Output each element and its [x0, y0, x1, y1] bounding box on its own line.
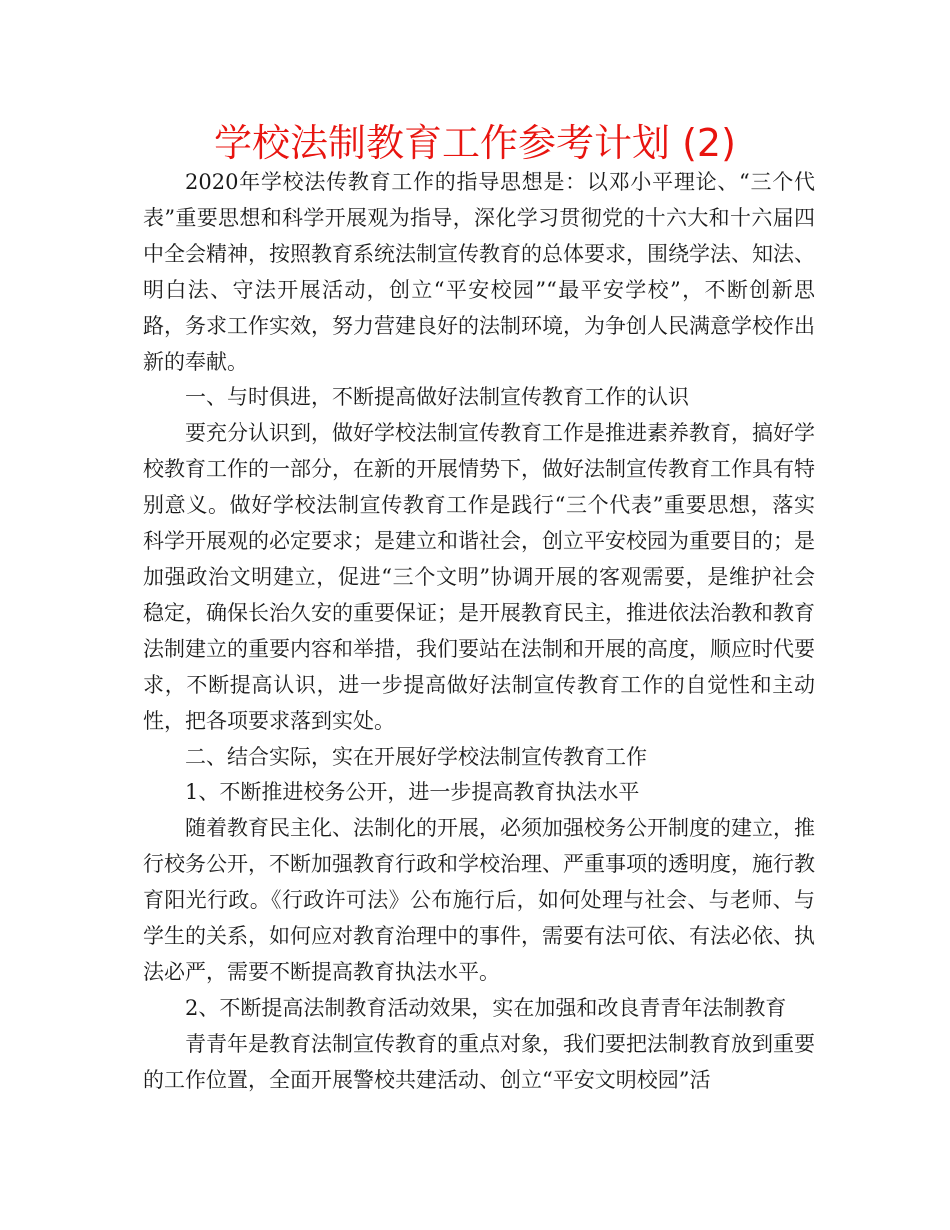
document-body: [143, 165, 815, 1099]
subsection-heading-1: 1、不断推进校务公开，进一步提高教育执法水平: [185, 780, 640, 805]
document-title: 学校法制教育工作参考计划 (2): [214, 121, 736, 165]
section-heading-2: 二、结合实际，实在开展好学校法制宣传教育工作: [185, 744, 647, 769]
paragraph-awareness: 要充分认识到，做好学校法制宣传教育工作是推进素养教育，搞好学校教育工作的一部分，在新的开展情势下，做好法制宣传教育工作具有特别意义。做好学校法制宣传教育工作是践行“三个代表”重要思想，落实科学开展观的必定要求；是建立和谐社会，创立平安校园为重要目的；是加强政治文明建立，促进“三个文明”协调开展的客观需要，是维护社会稳定，确保长治久安的重要保证；是开展教育民主，推进依法治教和教育法制建立的重要内容和举措，我们要站在法制和开展的高度，顺应时代要求，不断提高认识，进一步提高做好法制宣传教育工作的自觉性和主动性，把各项要求落到实处。: [143, 421, 815, 733]
subsection-heading-2: 2、不断提高法制教育活动效果，实在加强和改良青青年法制教育: [185, 995, 787, 1020]
paragraph-guiding-thought: 2020年学校法传教育工作的指导思想是：以邓小平理论、“三个代表”重要思想和科学开展观为指导，深化学习贯彻党的十六大和十六届四中全会精神，按照教育系统法制宣传教育的总体要求，围绕学法、知法、明白法、守法开展活动，创立“平安校园”“最平安学校”，不断创新思路，务求工作实效，努力营建良好的法制环境，为争创人民满意学校作出新的奉献。: [143, 170, 815, 374]
paragraph-youth-education: 青青年是教育法制宣传教育的重点对象，我们要把法制教育放到重要的工作位置，全面开展警校共建活动、创立“平安文明校园”活: [143, 1031, 815, 1092]
section-heading-1: 一、与时俱进，不断提高做好法制宣传教育工作的认识: [185, 385, 689, 410]
paragraph-school-affairs: 随着教育民主化、法制化的开展，必须加强校务公开制度的建立，推行校务公开，不断加强教育行政和学校治理、严重事项的透明度，施行教育阳光行政。《行政许可法》公布施行后，如何处理与社会、与老师、与学生的关系，如何应对教育治理中的事件，需要有法可依、有法必依、执法必严，需要不断提高教育执法水平。: [143, 816, 815, 984]
